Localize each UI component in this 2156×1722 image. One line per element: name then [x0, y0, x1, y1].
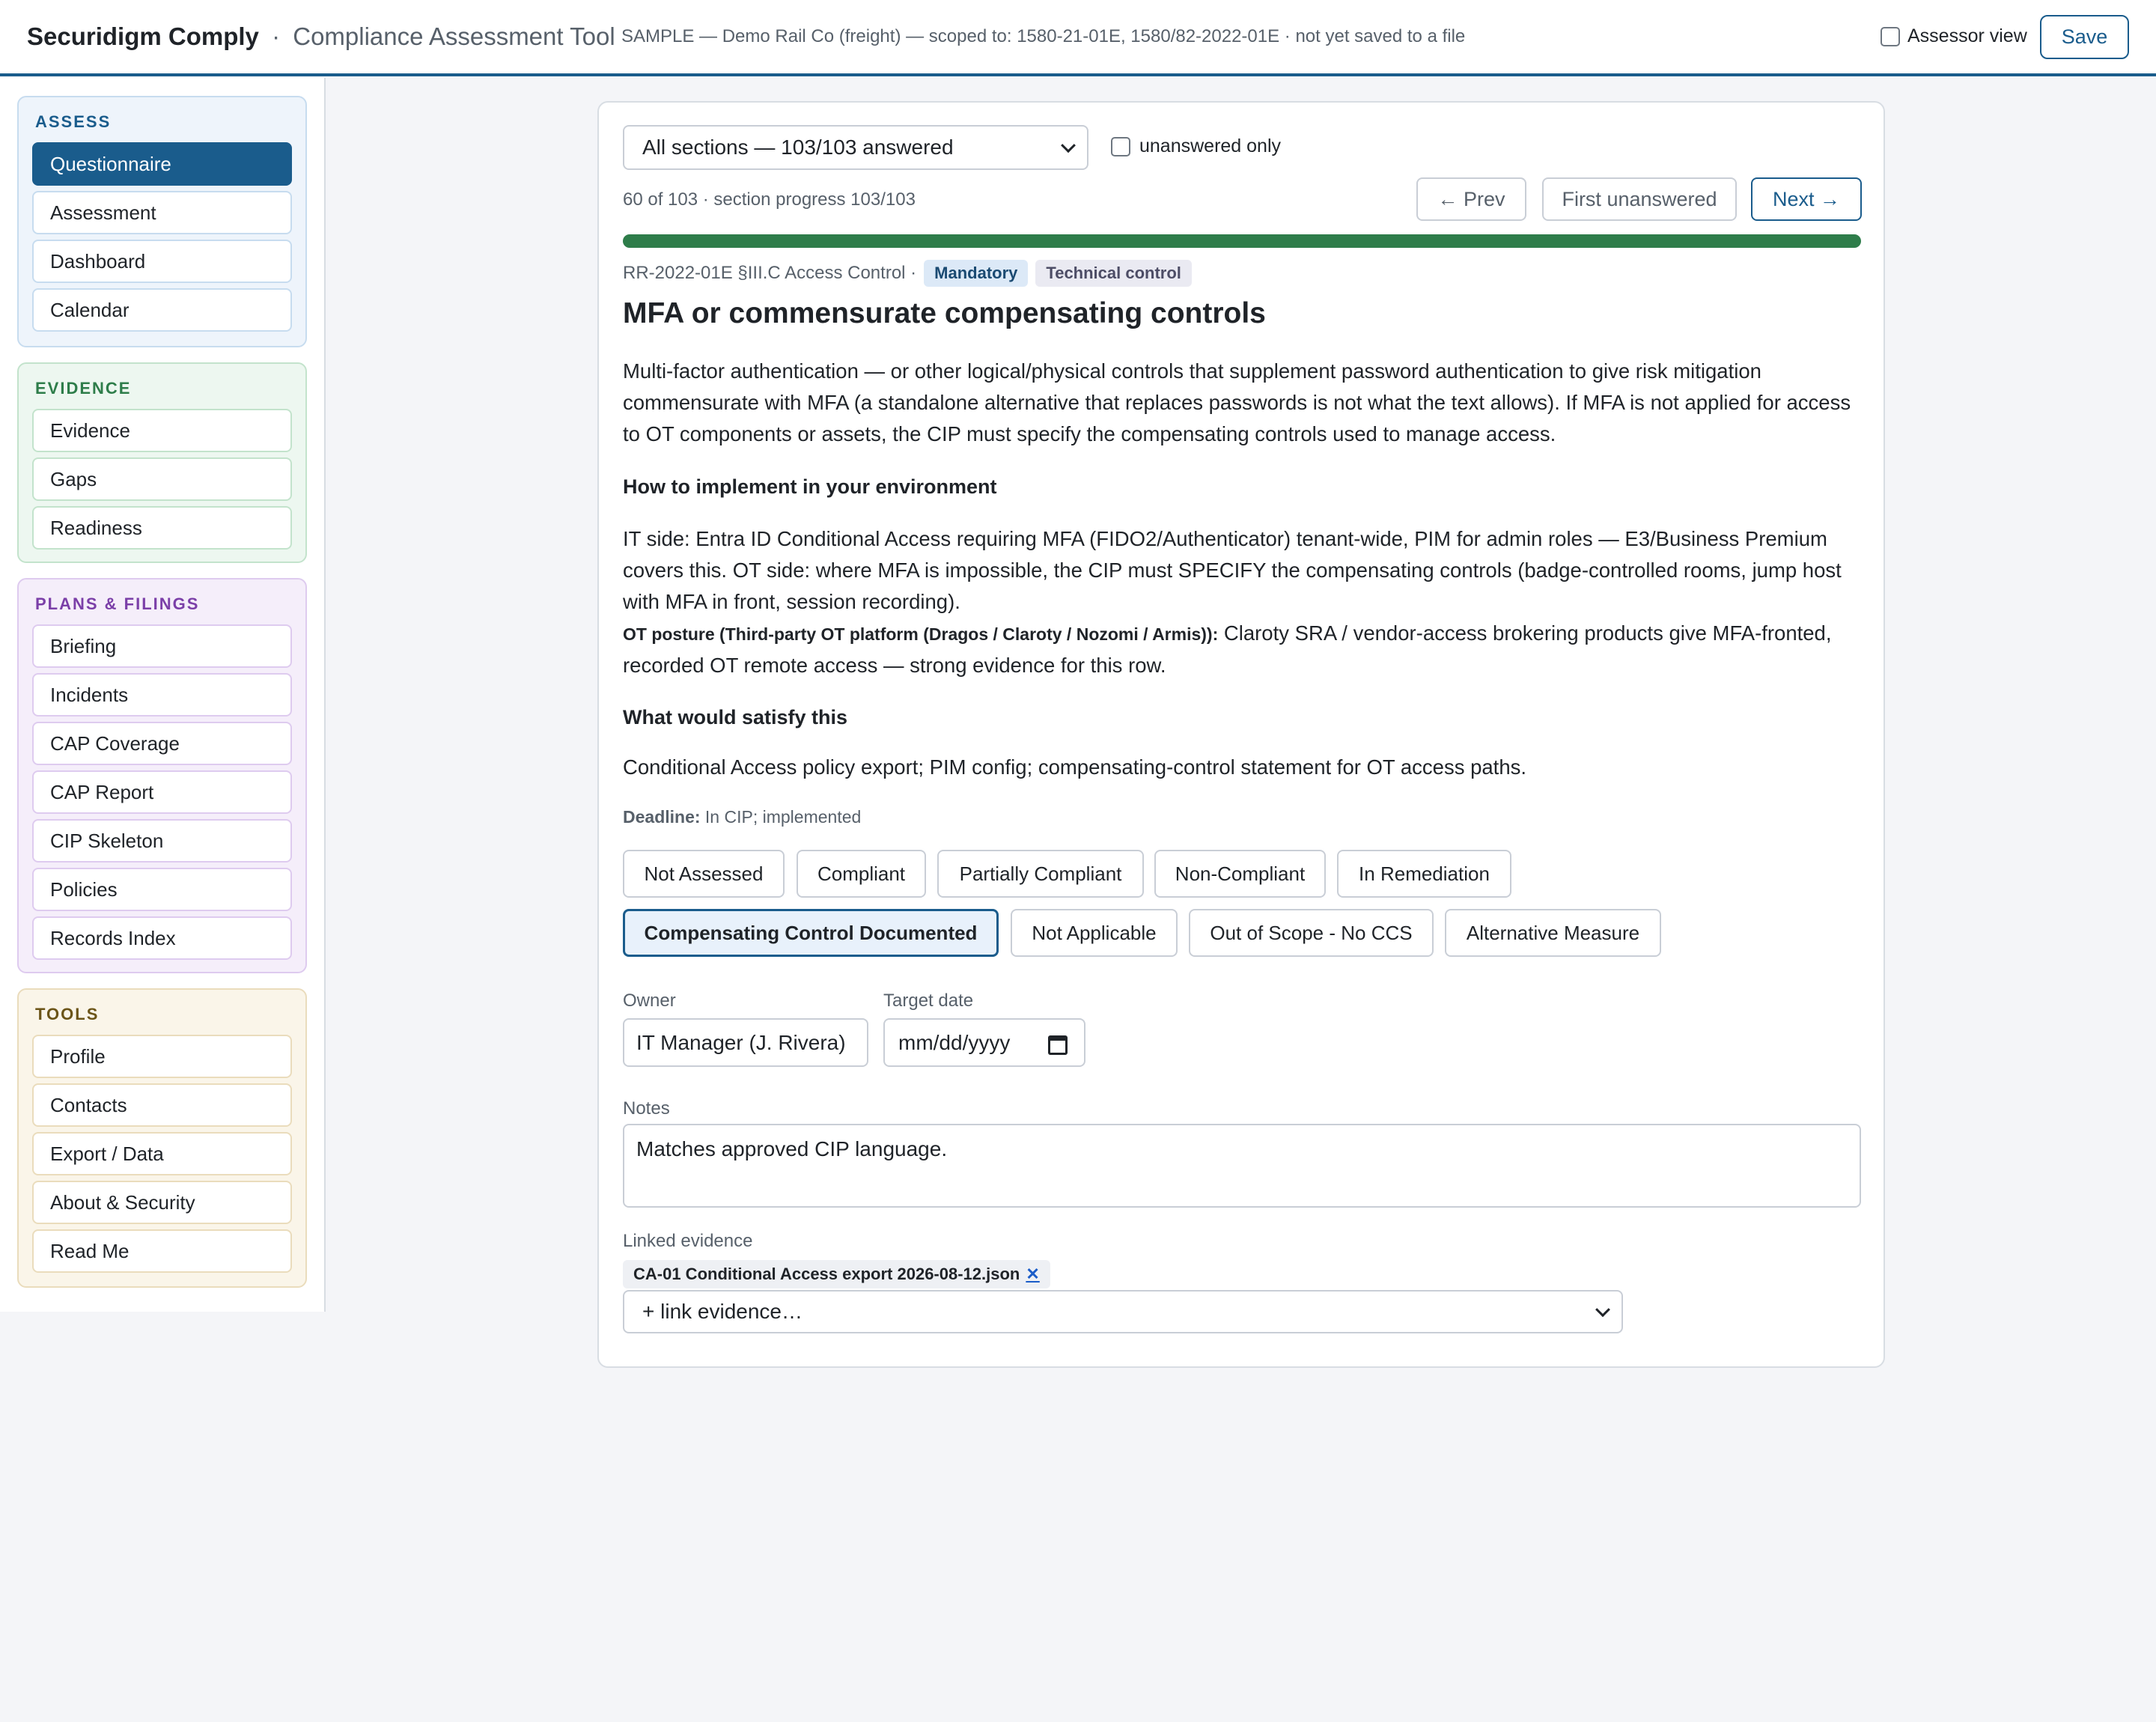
sidebar	[0, 78, 326, 1312]
save-button[interactable]: Save	[2040, 15, 2129, 59]
question-description: Multi-factor authentication — or other logical/physical controls that supplement password authentication to give risk mitigation commensurate with MFA (a standalone alternative that replaces passwords is not what the text allows). If MFA is not applied for access to OT components or assets, the CIP must specify the compensating controls used to manage access.	[623, 359, 1851, 445]
linked-evidence-label: Linked evidence	[623, 1231, 753, 1251]
chevron-down-icon	[1595, 1302, 1610, 1317]
nav-item-policies[interactable]: Policies	[32, 868, 292, 911]
nav-group-tools	[17, 988, 307, 1288]
nav-item-cap-coverage[interactable]: CAP Coverage	[32, 722, 292, 765]
nav-item-export-data[interactable]: Export / Data	[32, 1132, 292, 1175]
nav-item-assessment[interactable]: Assessment	[32, 191, 292, 234]
status-not-applicable[interactable]: Not Applicable	[1011, 909, 1178, 957]
nav-item-questionnaire[interactable]: Questionnaire	[32, 142, 292, 186]
app-name: Securidigm Comply	[27, 22, 259, 50]
nav-item-profile[interactable]: Profile	[32, 1035, 292, 1078]
nav-item-about-security[interactable]: About & Security	[32, 1181, 292, 1224]
owner-value: IT Manager (J. Rivera)	[636, 1030, 846, 1054]
satisfy-heading: What would satisfy this	[623, 706, 848, 728]
nav-group-evidence	[17, 362, 307, 563]
link-evidence-select[interactable]	[623, 1290, 1623, 1333]
nav-group-title: PLANS & FILINGS	[35, 594, 200, 613]
nav-item-incidents[interactable]: Incidents	[32, 673, 292, 717]
status-compensating-control-documented[interactable]: Compensating Control Documented	[623, 909, 999, 957]
unanswered-only-toggle[interactable]	[1111, 136, 1281, 157]
nav-item-dashboard[interactable]: Dashboard	[32, 240, 292, 283]
assessor-view-checkbox[interactable]	[1881, 27, 1900, 46]
nav-item-cap-report[interactable]: CAP Report	[32, 770, 292, 814]
owner-label: Owner	[623, 991, 676, 1011]
remove-evidence-icon[interactable]: ✕	[1026, 1265, 1040, 1283]
status-partially-compliant[interactable]: Partially Compliant	[937, 850, 1144, 898]
calendar-icon[interactable]	[1048, 1035, 1068, 1055]
unanswered-only-label: unanswered only	[1139, 136, 1282, 156]
nav-item-evidence[interactable]: Evidence	[32, 409, 292, 452]
unanswered-only-checkbox[interactable]	[1111, 137, 1130, 156]
tool-name: Compliance Assessment Tool	[293, 22, 615, 50]
ot-posture	[623, 618, 1866, 681]
deadline-label: Deadline:	[623, 807, 701, 827]
next-button[interactable]: Next →	[1751, 177, 1862, 221]
progress-track	[623, 234, 1861, 248]
section-select-value: All sections — 103/103 answered	[642, 136, 954, 159]
status-out-of-scope[interactable]: Out of Scope - No CCS	[1189, 909, 1434, 957]
question-meta	[623, 260, 1192, 287]
link-evidence-select-value: + link evidence…	[642, 1300, 803, 1323]
progress-fill	[623, 234, 1861, 248]
assessor-view-toggle[interactable]	[1881, 25, 2027, 47]
nav-item-readiness[interactable]: Readiness	[32, 506, 292, 550]
status-compliant[interactable]: Compliant	[797, 850, 926, 898]
nav-group-title: ASSESS	[35, 112, 112, 131]
linked-evidence-chip	[623, 1260, 1050, 1289]
notes-label: Notes	[623, 1098, 670, 1119]
nav-group-plans-filings	[17, 578, 307, 973]
notes-value: Matches approved CIP language.	[636, 1137, 948, 1160]
nav-item-records-index[interactable]: Records Index	[32, 916, 292, 960]
target-date-field[interactable]	[883, 1018, 1085, 1067]
nav-item-calendar[interactable]: Calendar	[32, 288, 292, 332]
nav-item-briefing[interactable]: Briefing	[32, 624, 292, 668]
status-in-remediation[interactable]: In Remediation	[1337, 850, 1511, 898]
assessor-view-label: Assessor view	[1907, 25, 2027, 46]
ot-posture-text: Claroty SRA / vendor-access brokering products give MFA-fronted, recorded OT remote access — strong evidence for this row.	[623, 621, 1832, 677]
owner-field[interactable]	[623, 1018, 868, 1067]
nav-group-title: TOOLS	[35, 1005, 100, 1023]
deadline	[623, 807, 861, 827]
ot-posture-label: OT posture (Third-party OT platform (Dragos / Claroty / Nozomi / Armis)):	[623, 624, 1219, 644]
question-card	[597, 101, 1885, 1368]
notes-textarea[interactable]	[623, 1124, 1861, 1208]
implement-text: IT side: Entra ID Conditional Access requiring MFA (FIDO2/Authenticator) tenant-wide, PIM for admin roles — E3/Business Premium covers this. OT side: where MFA is impossible, the CIP must SPECIFY the compensating controls (badge-controlled rooms, jump host with MFA in front, session recording).	[623, 527, 1842, 613]
target-date-placeholder: mm/dd/yyyy	[898, 1030, 1011, 1054]
brand	[27, 22, 615, 51]
nav-item-cip-skeleton[interactable]: CIP Skeleton	[32, 819, 292, 862]
prev-button[interactable]: ← Prev	[1416, 177, 1526, 221]
implement-heading: How to implement in your environment	[623, 475, 997, 498]
chevron-down-icon	[1061, 138, 1076, 153]
target-date-label: Target date	[883, 991, 974, 1011]
question-reference: RR-2022-01E §III.C Access Control ·	[623, 263, 917, 283]
tag-mandatory: Mandatory	[924, 260, 1028, 287]
nav-item-read-me[interactable]: Read Me	[32, 1229, 292, 1273]
linked-evidence-chip-label: CA-01 Conditional Access export 2026-08-12.json	[633, 1265, 1020, 1283]
status-alternative-measure[interactable]: Alternative Measure	[1445, 909, 1661, 957]
first-unanswered-button[interactable]: First unanswered	[1542, 177, 1737, 221]
top-bar	[0, 0, 2156, 76]
satisfy-text: Conditional Access policy export; PIM config; compensating-control statement for OT access paths.	[623, 755, 1527, 779]
brand-separator: ·	[272, 22, 281, 50]
deadline-value: In CIP; implemented	[704, 807, 862, 827]
nav-item-contacts[interactable]: Contacts	[32, 1083, 292, 1127]
nav-group-assess	[17, 96, 307, 347]
status-not-assessed[interactable]: Not Assessed	[623, 850, 785, 898]
tag-technical-control: Technical control	[1035, 260, 1192, 287]
status-non-compliant[interactable]: Non-Compliant	[1154, 850, 1326, 898]
question-title: MFA or commensurate compensating controls	[623, 297, 1266, 329]
scope-text: SAMPLE — Demo Rail Co (freight) — scoped to: 1580-21-01E, 1580/82-2022-01E · not yet saved to a file	[621, 26, 1466, 46]
position-text: 60 of 103 · section progress 103/103	[623, 189, 916, 210]
section-select[interactable]	[623, 125, 1088, 170]
nav-group-title: EVIDENCE	[35, 379, 132, 398]
nav-item-gaps[interactable]: Gaps	[32, 457, 292, 501]
